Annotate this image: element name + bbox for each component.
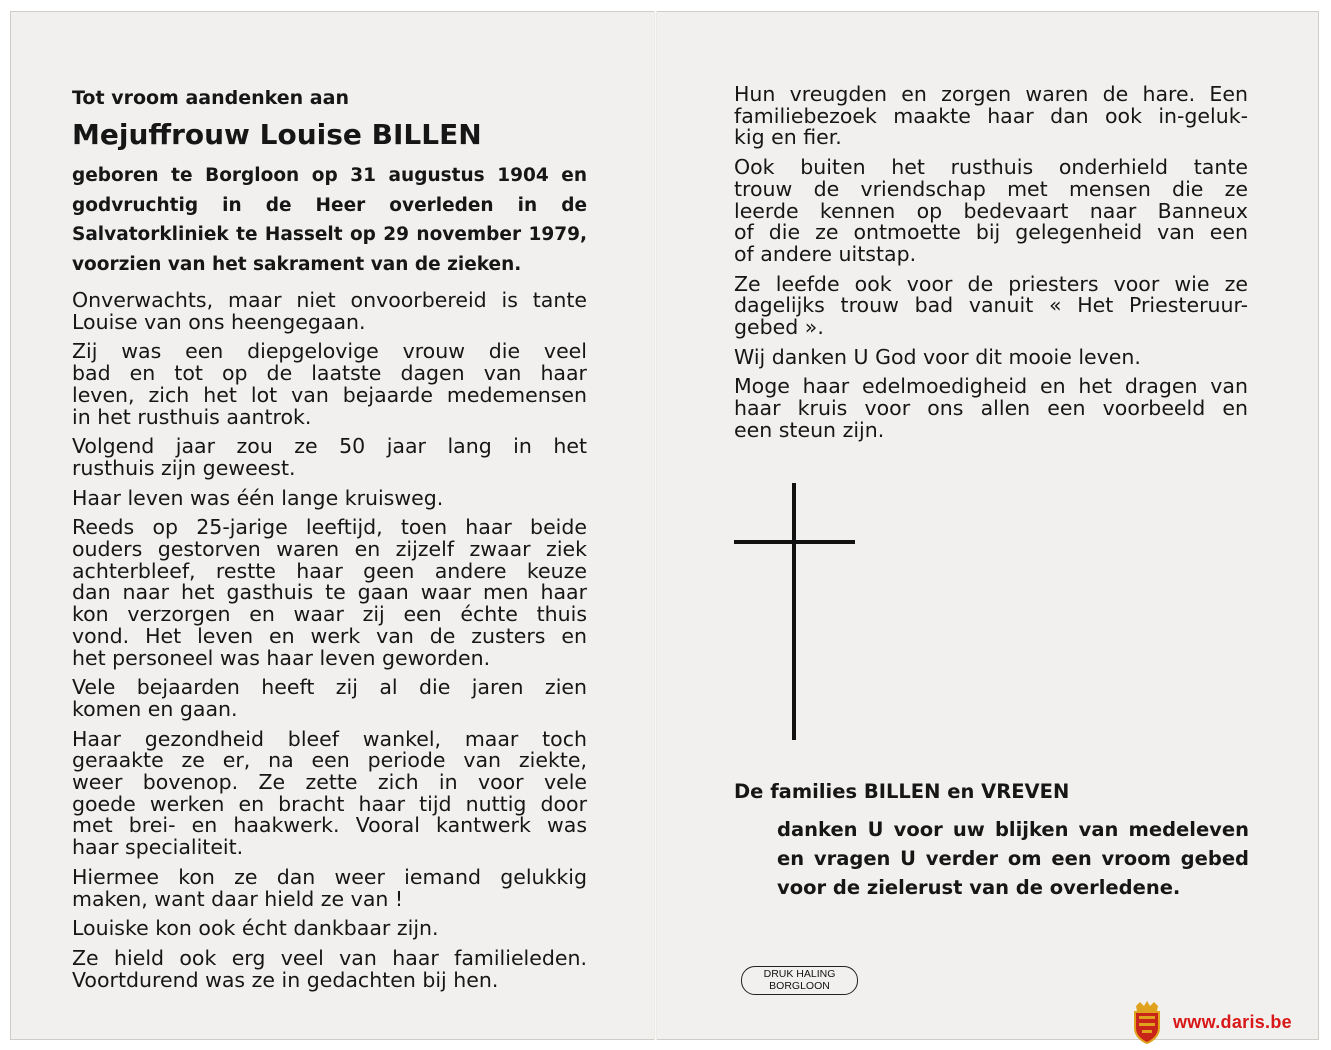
- text-line: weer bovenop. Ze zette zich in voor vele: [72, 770, 587, 795]
- text-line: vond. Het leven en werk van de zusters en: [72, 623, 587, 648]
- text-line: dagelijks trouw bad vanuit « Het Priesteruur-: [734, 293, 1248, 318]
- paragraph: [734, 376, 1248, 441]
- birth-death-details: [72, 161, 587, 279]
- watermark-url: www.daris.be: [1173, 1012, 1292, 1032]
- paragraph: [72, 918, 587, 940]
- thanks-line: en vragen U verder om een vroom gebed: [777, 847, 1249, 870]
- text-line: Hun vreugden en zorgen waren de hare. Een: [734, 82, 1248, 106]
- text-line: rusthuis zijn geweest.: [72, 455, 296, 480]
- cross-vertical-bar: [792, 483, 796, 740]
- intro-line: voorzien van het sakrament van de zieken.: [72, 253, 522, 275]
- paragraph: [72, 436, 587, 479]
- text-line: Moge haar edelmoedigheid en het dragen van: [734, 374, 1248, 399]
- text-line: Haar gezondheid bleef wankel, maar toch: [72, 726, 587, 751]
- paragraph: [72, 945, 587, 992]
- text-line: Hiermee kon ze dan weer iemand gelukkig: [72, 864, 587, 889]
- text-line: bad en tot op de laatste dagen van haar: [72, 361, 587, 386]
- text-line: met brei- en haakwerk. Vooral kantwerk was: [72, 813, 587, 838]
- families-heading: De families BILLEN en VREVEN: [734, 780, 1070, 803]
- text-line: gebed ».: [734, 315, 824, 340]
- paragraph: [734, 271, 1248, 340]
- text-line: Haar leven was één lange kruisweg.: [72, 485, 444, 510]
- text-line: Ook buiten het rusthuis onderhield tante: [734, 155, 1248, 180]
- text-line: geraakte ze er, na een periode van ziekte,: [72, 748, 587, 773]
- paragraph: [72, 677, 587, 720]
- text-line: Ze hield ook erg veel van haar familieleden.: [72, 945, 587, 970]
- paragraph: [734, 84, 1248, 149]
- text-line: achterbleef, restte haar geen andere keuze: [72, 558, 587, 583]
- text-line: haar specialiteit.: [72, 835, 244, 860]
- paragraph: [734, 157, 1248, 266]
- text-line: haar kruis voor ons allen een voorbeeld en: [734, 396, 1248, 421]
- text-line: Reeds op 25-jarige leeftijd, toen haar beide: [72, 515, 587, 540]
- paragraph: [72, 517, 587, 669]
- cross-horizontal-bar: [734, 540, 855, 544]
- text-line: familiebezoek maakte haar dan ook in-geluk-: [734, 103, 1248, 128]
- text-line: in het rusthuis aantrok.: [72, 404, 312, 429]
- left-body-text: [72, 290, 587, 991]
- text-line: Onverwachts, maar niet onvoorbereid is tante: [72, 288, 587, 312]
- printer-city: BORGLOON: [769, 979, 830, 992]
- text-line: Louise van ons heengegaan.: [72, 309, 366, 334]
- text-line: maken, want daar hield ze van !: [72, 886, 404, 911]
- text-line: kig en fier.: [734, 125, 842, 150]
- text-line: Voortdurend was ze in gedachten bij hen.: [72, 967, 499, 992]
- text-line: Vele bejaarden heeft zij al die jaren zien: [72, 675, 587, 700]
- text-line: ouders gestorven waren en zijzelf zwaar ziek: [72, 537, 587, 562]
- text-line: Louiske kon ook écht dankbaar zijn.: [72, 916, 439, 941]
- card-fold: [654, 11, 657, 1040]
- thanks-text: [777, 815, 1249, 902]
- paragraph: [72, 485, 587, 510]
- intro-line: Salvatorkliniek te Hasselt op 29 november 1979,: [72, 224, 587, 245]
- right-page: [734, 84, 1248, 450]
- text-line: het personeel was haar leven geworden.: [72, 645, 491, 670]
- coat-of-arms-icon: [1130, 1000, 1164, 1044]
- text-line: kon verzorgen en waar zij een échte thuis: [72, 602, 587, 627]
- text-line: Volgend jaar zou ze 50 jaar lang in het: [72, 434, 587, 459]
- text-line: of die ze ontmoette bij gelegenheid van een: [734, 220, 1248, 245]
- text-line: Zij was een diepgelovige vrouw die veel: [72, 339, 587, 364]
- text-line: leven, zich het lot van bejaarde medemensen: [72, 382, 587, 407]
- text-line: leerde kennen op bedevaart naar Banneux: [734, 198, 1248, 223]
- text-line: goede werken en bracht haar tijd nuttig door: [72, 791, 587, 816]
- right-body-text: [734, 84, 1248, 442]
- intro-line: geboren te Borgloon op 31 augustus 1904 en: [72, 165, 587, 186]
- site-watermark: [1126, 1000, 1326, 1045]
- text-line: Wij danken U God voor dit mooie leven.: [734, 344, 1141, 369]
- text-line: Ze leefde ook voor de priesters voor wie ze: [734, 271, 1248, 296]
- printer-name: DRUK HALING: [763, 968, 836, 980]
- text-line: of andere uitstap.: [734, 241, 917, 266]
- intro-line: godvruchtig in de Heer overleden in de: [72, 194, 587, 216]
- paragraph: [734, 344, 1248, 369]
- text-line: trouw de vriendschap met mensen die ze: [734, 176, 1248, 201]
- memorial-header: Tot vroom aandenken aan: [72, 87, 349, 109]
- deceased-name: Mejuffrouw Louise BILLEN: [72, 118, 482, 151]
- text-line: komen en gaan.: [72, 696, 238, 721]
- thanks-line: danken U voor uw blijken van medeleven: [777, 818, 1249, 841]
- paragraph: [72, 726, 587, 860]
- text-line: een steun zijn.: [734, 417, 885, 442]
- paragraph: [72, 290, 587, 333]
- left-page: [72, 86, 587, 999]
- text-line: dan naar het gasthuis te gaan waar men haar: [72, 580, 587, 605]
- paragraph: [72, 341, 587, 428]
- thanks-line: voor de zielerust van de overledene.: [777, 876, 1181, 899]
- paragraph: [72, 864, 587, 911]
- printer-stamp: [741, 966, 858, 995]
